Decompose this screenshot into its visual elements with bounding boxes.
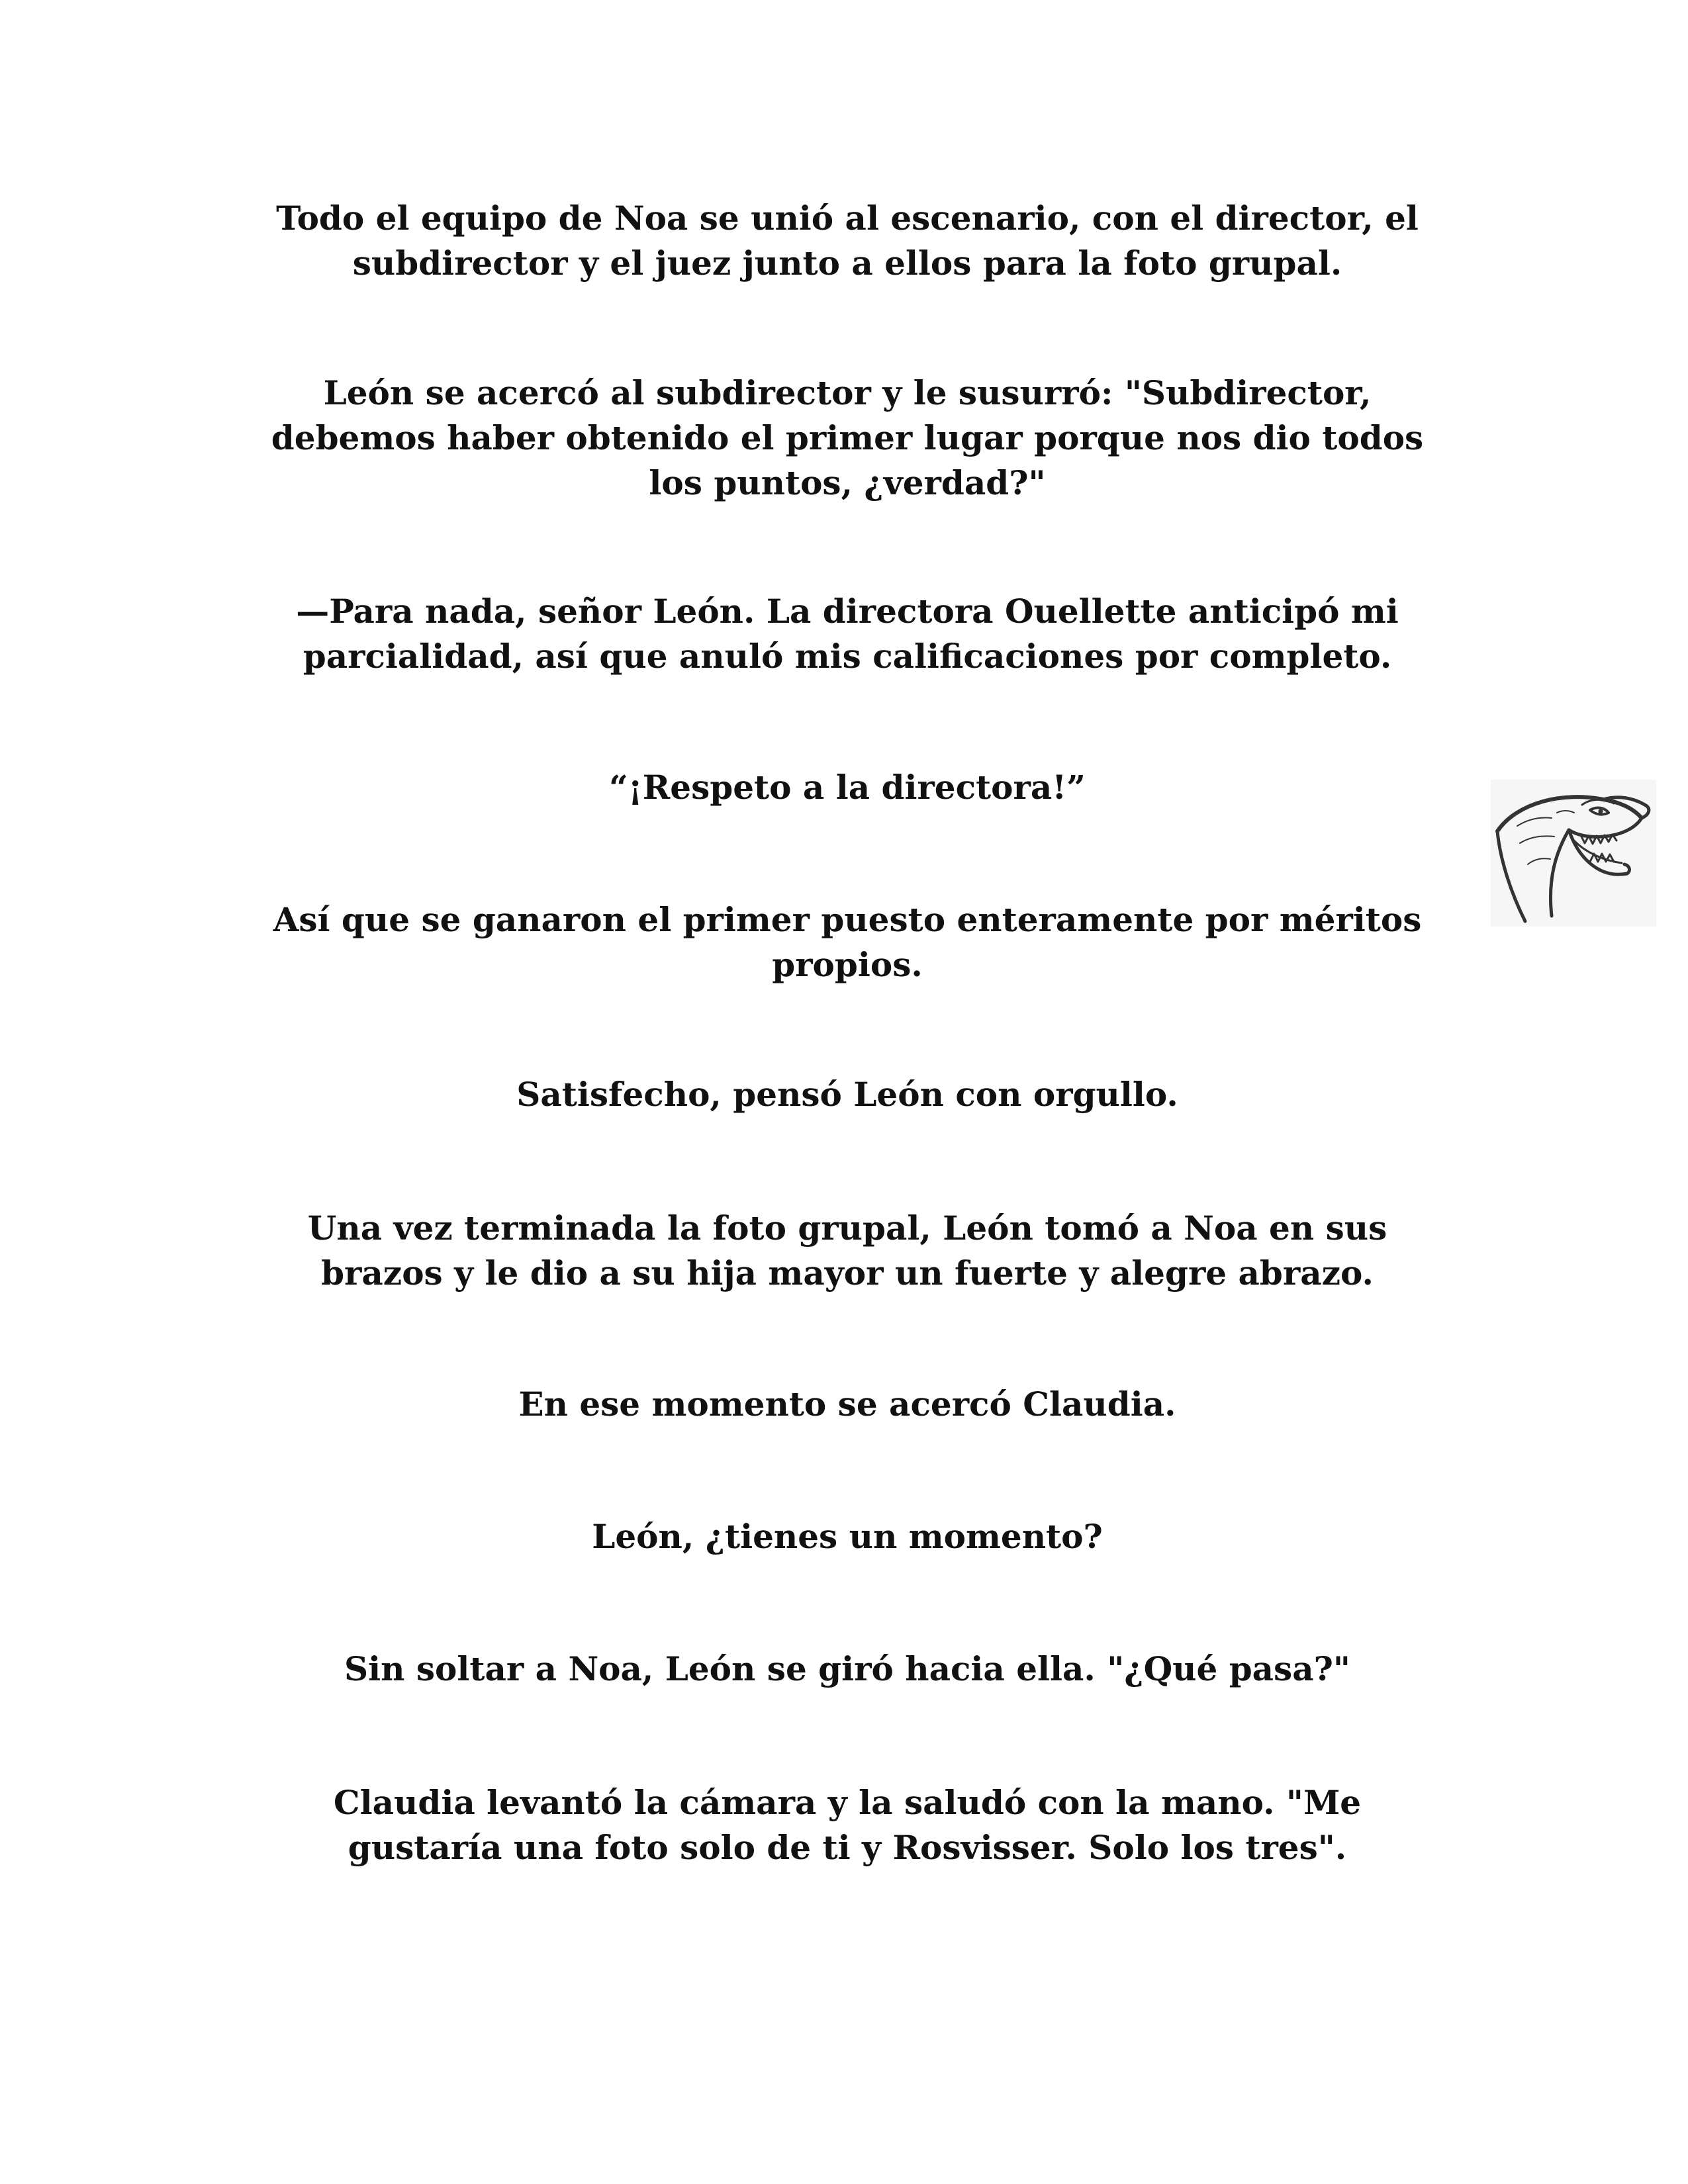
paragraph-11: Claudia levantó la cámara y la saludó con la mano. "Me gustaría una foto solo de ti y Rosvisser. Solo los tres". xyxy=(333,1783,1362,1867)
dinosaur-head-icon xyxy=(1491,780,1656,927)
paragraph-4: “¡Respeto a la directora!” xyxy=(609,768,1086,807)
paragraph-5: Así que se ganaron el primer puesto enteramente por méritos propios. xyxy=(273,900,1422,984)
paragraph-1: Todo el equipo de Noa se unió al escenario, con el director, el subdirector y el juez junto a ellos para la foto grupal. xyxy=(276,199,1419,283)
paragraph-9: León, ¿tienes un momento? xyxy=(592,1517,1103,1556)
paragraph-6: Satisfecho, pensó León con orgullo. xyxy=(516,1075,1178,1114)
paragraph-10: Sin soltar a Noa, León se giró hacia ella. "¿Qué pasa?" xyxy=(344,1649,1350,1688)
paragraph-7: Una vez terminada la foto grupal, León tomó a Noa en sus brazos y le dio a su hija mayor un fuerte y alegre abrazo. xyxy=(307,1208,1387,1293)
paragraph-2: León se acercó al subdirector y le susurró: "Subdirector, debemos haber obtenido el primer lugar porque nos dio todos los puntos, ¿verdad?" xyxy=(271,373,1424,502)
paragraph-8: En ese momento se acercó Claudia. xyxy=(518,1385,1176,1424)
paragraph-3: —Para nada, señor León. La directora Ouellette anticipó mi parcialidad, así que anuló mis calificaciones por completo. xyxy=(296,592,1399,676)
